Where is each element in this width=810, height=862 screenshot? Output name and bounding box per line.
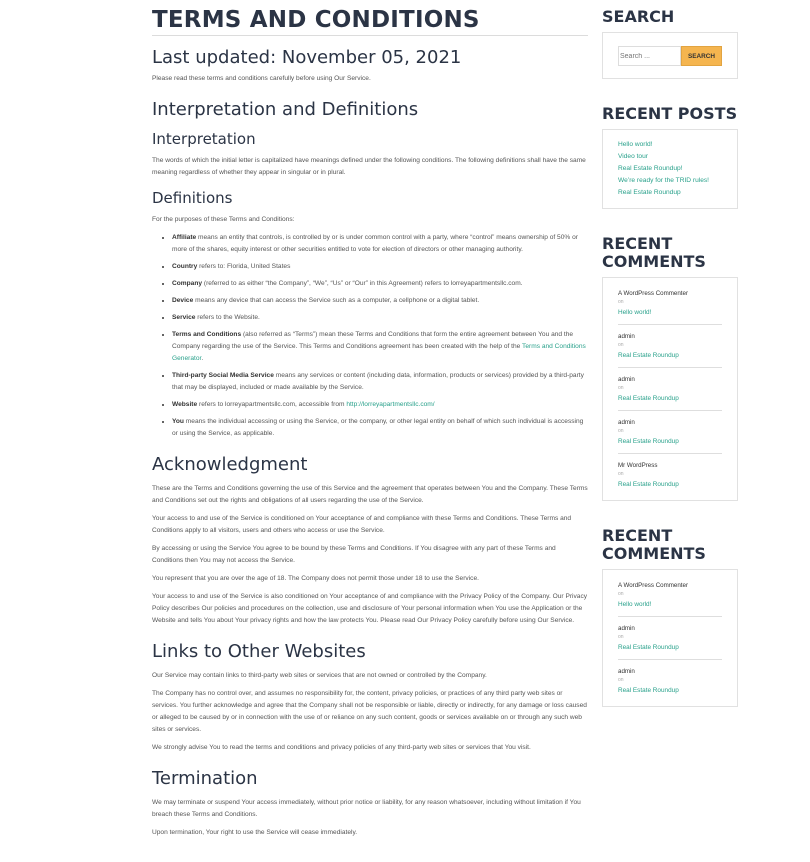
comment-date: on	[618, 342, 624, 348]
definition-item	[172, 312, 588, 324]
subsection-interpretation: Interpretation	[152, 130, 256, 148]
website-link[interactable]: http://lorreyapartmentsllc.com/	[346, 401, 435, 408]
section-interpretation-definitions: Interpretation and Definitions	[152, 99, 419, 120]
definition-item	[172, 295, 588, 307]
definition-term: Third-party Social Media Service	[172, 372, 274, 379]
definitions-intro: For the purposes of these Terms and Conditions:	[152, 216, 295, 223]
definition-text: means any device that can access the Service such as a computer, a cellphone or a digital tablet.	[193, 297, 480, 304]
comment-date: on	[618, 677, 624, 683]
section-acknowledgment: Acknowledgment	[152, 454, 308, 475]
comment-date: on	[618, 428, 624, 434]
subsection-definitions: Definitions	[152, 189, 233, 207]
intro-text: Please read these terms and conditions carefully before using Our Service.	[152, 75, 371, 82]
definition-text-end: .	[201, 355, 204, 362]
comment-author: admin	[618, 419, 635, 426]
section-termination: Termination	[152, 768, 258, 789]
recent-comments-title: RECENT COMMENTS	[602, 234, 706, 271]
comment-post-link[interactable]: Real Estate Roundup	[618, 481, 679, 488]
paragraph: By accessing or using the Service You agree to be bound by these Terms and Conditions. If You disagree with any part of these Terms and Conditions then You may not access the Service.	[152, 545, 556, 564]
definition-term: Company	[172, 280, 203, 287]
comment-item	[618, 660, 722, 702]
paragraph: We strongly advise You to read the terms and conditions and privacy policies of any third-party web sites or services that You visit.	[152, 744, 531, 751]
comment-post-link[interactable]: Hello world!	[618, 309, 652, 316]
paragraph: Your access to and use of the Service is also conditioned on Your acceptance of and compliance with the Privacy Policy of the Company. Our Privacy Policy describes Our policies and procedures on the collection, use and disclosure of Your personal information when You use the Application or the Website and tells You about Your privacy rights and how the law protects You. Please read Our Privacy Policy carefully before using Our Service.	[152, 593, 588, 624]
comment-post-link[interactable]: Real Estate Roundup	[618, 438, 679, 445]
comment-author: A WordPress Commenter	[618, 290, 689, 297]
main-content	[152, 0, 588, 845]
paragraph: Upon termination, Your right to use the Service will cease immediately.	[152, 829, 358, 836]
definition-item	[172, 416, 588, 440]
recent-comments-title-2: RECENT COMMENTS	[602, 526, 706, 563]
recent-post-link[interactable]: Real Estate Roundup!	[618, 165, 683, 172]
paragraph: We may terminate or suspend Your access immediately, without prior notice or liability, for any reason whatsoever, including without limitation if You breach these Terms and Conditions.	[152, 799, 581, 818]
comment-date: on	[618, 299, 624, 305]
comment-post-link[interactable]: Real Estate Roundup	[618, 352, 679, 359]
comment-item	[618, 454, 722, 496]
recent-posts-list	[602, 129, 738, 209]
sidebar	[602, 0, 738, 707]
recent-post-link[interactable]: We’re ready for the TRID rules!	[618, 177, 710, 184]
recent-comments-list	[602, 277, 738, 501]
comment-post-link[interactable]: Real Estate Roundup	[618, 644, 679, 651]
comment-date: on	[618, 634, 624, 640]
comment-item	[618, 617, 722, 660]
comment-author: admin	[618, 625, 635, 632]
comment-author: admin	[618, 376, 635, 383]
last-updated: Last updated: November 05, 2021	[152, 47, 462, 68]
definition-term: Country	[172, 263, 198, 270]
definition-term: Service	[172, 314, 196, 321]
paragraph: These are the Terms and Conditions governing the use of this Service and the agreement that operates between You and the Company. These Terms and Conditions set out the rights and obligations of all users regarding the use of the Service.	[152, 485, 588, 504]
comment-item	[618, 368, 722, 411]
recent-post-link[interactable]: Video tour	[618, 153, 648, 160]
search-button[interactable]: SEARCH	[681, 46, 722, 66]
definition-text: refers to lorreyapartmentsllc.com, accessible from	[197, 401, 347, 408]
paragraph: The Company has no control over, and assumes no responsibility for, the content, privacy policies, or practices of any third party web sites or services. You further acknowledge and agree that the Company shall not be responsible or liable, directly or indirectly, for any damage or loss caused or alleged to be caused by or in connection with the use of or reliance on any such content, goods or services available on or through any such web sites or services.	[152, 690, 587, 733]
comment-item	[618, 411, 722, 454]
comment-author: admin	[618, 668, 635, 675]
definition-term: Website	[172, 401, 198, 408]
search-form	[602, 32, 738, 79]
definition-item	[172, 261, 588, 273]
page-title: TERMS AND CONDITIONS	[152, 7, 588, 36]
interpretation-text: The words of which the initial letter is capitalized have meanings defined under the following conditions. The following definitions shall have the same meaning regardless of whether they appear in singular or in plural.	[152, 157, 586, 176]
recent-post-link[interactable]: Real Estate Roundup	[618, 189, 681, 196]
comment-item	[618, 574, 722, 617]
recent-posts-widget	[602, 105, 738, 209]
definition-term: You	[172, 418, 184, 425]
definition-item	[172, 278, 588, 290]
definition-item	[172, 329, 588, 365]
definition-term: Terms and Conditions	[172, 331, 242, 338]
comment-date: on	[618, 385, 624, 391]
definition-text: (referred to as either “the Company”, “We”, “Us” or “Our” in this Agreement) refers to lorreyapartmentsllc.com.	[202, 280, 523, 287]
definition-term: Affiliate	[172, 234, 197, 241]
recent-comments-widget	[602, 235, 738, 501]
comment-author: Mr WordPress	[618, 462, 658, 469]
comment-date: on	[618, 471, 624, 477]
paragraph: You represent that you are over the age of 18. The Company does not permit those under 18 to use the Service.	[152, 575, 479, 582]
definition-text: means any services or content (including data, information, products or services) provided by a third-party that may be displayed, included or made available by the Service.	[172, 372, 584, 391]
recent-posts-title: RECENT POSTS	[602, 104, 738, 123]
definition-item	[172, 232, 588, 256]
terms-generator-link[interactable]: Terms and Conditions Generator	[172, 343, 586, 362]
definition-text: refers to the Website.	[195, 314, 260, 321]
comment-post-link[interactable]: Hello world!	[618, 601, 652, 608]
definition-item	[172, 399, 588, 411]
definition-term: Device	[172, 297, 194, 304]
comment-date: on	[618, 591, 624, 597]
comment-author: admin	[618, 333, 635, 340]
definition-text: means the individual accessing or using the Service, or the company, or other legal entity on behalf of which such individual is accessing or using the Service, as applicable.	[172, 418, 584, 437]
definition-text: means an entity that controls, is controlled by or is under common control with a party, where “control” means ownership of 50% or more of the shares, equity interest or other securities entitled to vote for election of directors or other managing authority.	[172, 234, 578, 253]
paragraph: Our Service may contain links to third-party web sites or services that are not owned or controlled by the Company.	[152, 672, 487, 679]
definition-item	[172, 370, 588, 394]
comment-post-link[interactable]: Real Estate Roundup	[618, 687, 679, 694]
comment-item	[618, 282, 722, 325]
definition-text: (also referred as “Terms”) mean these Terms and Conditions that form the entire agreement between You and the Company regarding the use of the Service. This Terms and Conditions agreement has been created with the help of the	[172, 331, 574, 350]
comment-item	[618, 325, 722, 368]
definition-text: refers to: Florida, United States	[197, 263, 291, 270]
search-widget-title: SEARCH	[602, 7, 675, 26]
search-input[interactable]	[618, 46, 681, 66]
definitions-list	[152, 232, 588, 440]
comment-post-link[interactable]: Real Estate Roundup	[618, 395, 679, 402]
paragraph: Your access to and use of the Service is conditioned on Your acceptance of and compliance with these Terms and Conditions. These Terms and Conditions apply to all visitors, users and others who access or use the Service.	[152, 515, 572, 534]
comment-author: A WordPress Commenter	[618, 582, 689, 589]
recent-comments-list-2	[602, 569, 738, 707]
recent-post-link[interactable]: Hello world!	[618, 141, 653, 148]
recent-comments-widget-2	[602, 527, 738, 707]
search-widget	[602, 8, 738, 79]
section-links-other-websites: Links to Other Websites	[152, 641, 366, 662]
